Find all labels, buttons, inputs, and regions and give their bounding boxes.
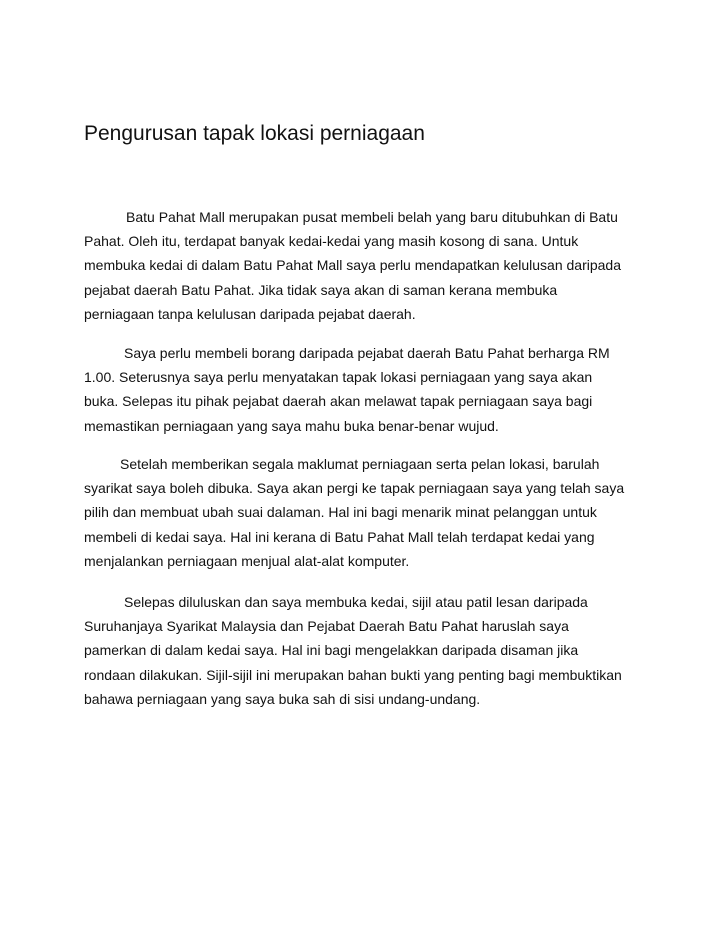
paragraph-2 [84,341,654,438]
paragraph-line: Pahat. Oleh itu, terdapat banyak kedai-kedai yang masih kosong di sana. Untuk [84,233,579,250]
paragraph-line: syarikat saya boleh dibuka. Saya akan pergi ke tapak perniagaan saya yang telah saya [84,480,625,497]
paragraph-line: bahawa perniagaan yang saya buka sah di sisi undang-undang. [84,690,481,707]
paragraph-line: Selepas diluluskan dan saya membuka kedai, sijil atau patil lesan daripada [124,594,588,610]
paragraph-line: perniagaan tanpa kelulusan daripada pejabat daerah. [84,305,416,322]
paragraph-3 [84,452,654,573]
paragraph-line: pejabat daerah Batu Pahat. Jika tidak saya akan di saman kerana membuka [84,281,558,298]
paragraph-line: membeli di kedai saya. Hal ini kerana di Batu Pahat Mall telah terdapat kedai yang [84,528,595,545]
paragraph-line: pamerkan di dalam kedai saya. Hal ini bagi mengelakkan daripada disaman jika [84,642,579,659]
paragraph-line: buka. Selepas itu pihak pejabat daerah akan melawat tapak perniagaan saya bagi [84,393,593,410]
paragraph-line: pilih dan membuat ubah suai dalaman. Hal ini bagi menarik minat pelanggan untuk [84,504,597,521]
paragraph-line: rondaan dilakukan. Sijil-sijil ini merupakan bahan bukti yang penting bagi membuktikan [84,666,622,683]
paragraph-line: Setelah memberikan segala maklumat perniagaan serta pelan lokasi, barulah [120,456,600,472]
paragraph-line: memastikan perniagaan yang saya mahu buka benar-benar wujud. [84,417,499,434]
paragraph-1 [84,205,654,326]
paragraph-line: Saya perlu membeli borang daripada pejabat daerah Batu Pahat berharga RM [124,345,610,361]
paragraph-4 [84,590,654,711]
paragraph-line: menjalankan perniagaan menjual alat-alat komputer. [84,552,410,569]
document-title: Pengurusan tapak lokasi perniagaan [84,122,425,145]
paragraph-line: Batu Pahat Mall merupakan pusat membeli belah yang baru ditubuhkan di Batu [126,209,618,225]
paragraph-line: membuka kedai di dalam Batu Pahat Mall saya perlu mendapatkan kelulusan daripada [84,257,621,274]
paragraph-line: 1.00. Seterusnya saya perlu menyatakan tapak lokasi perniagaan yang saya akan [84,369,593,386]
paragraph-line: Suruhanjaya Syarikat Malaysia dan Pejabat Daerah Batu Pahat haruslah saya [84,618,569,635]
